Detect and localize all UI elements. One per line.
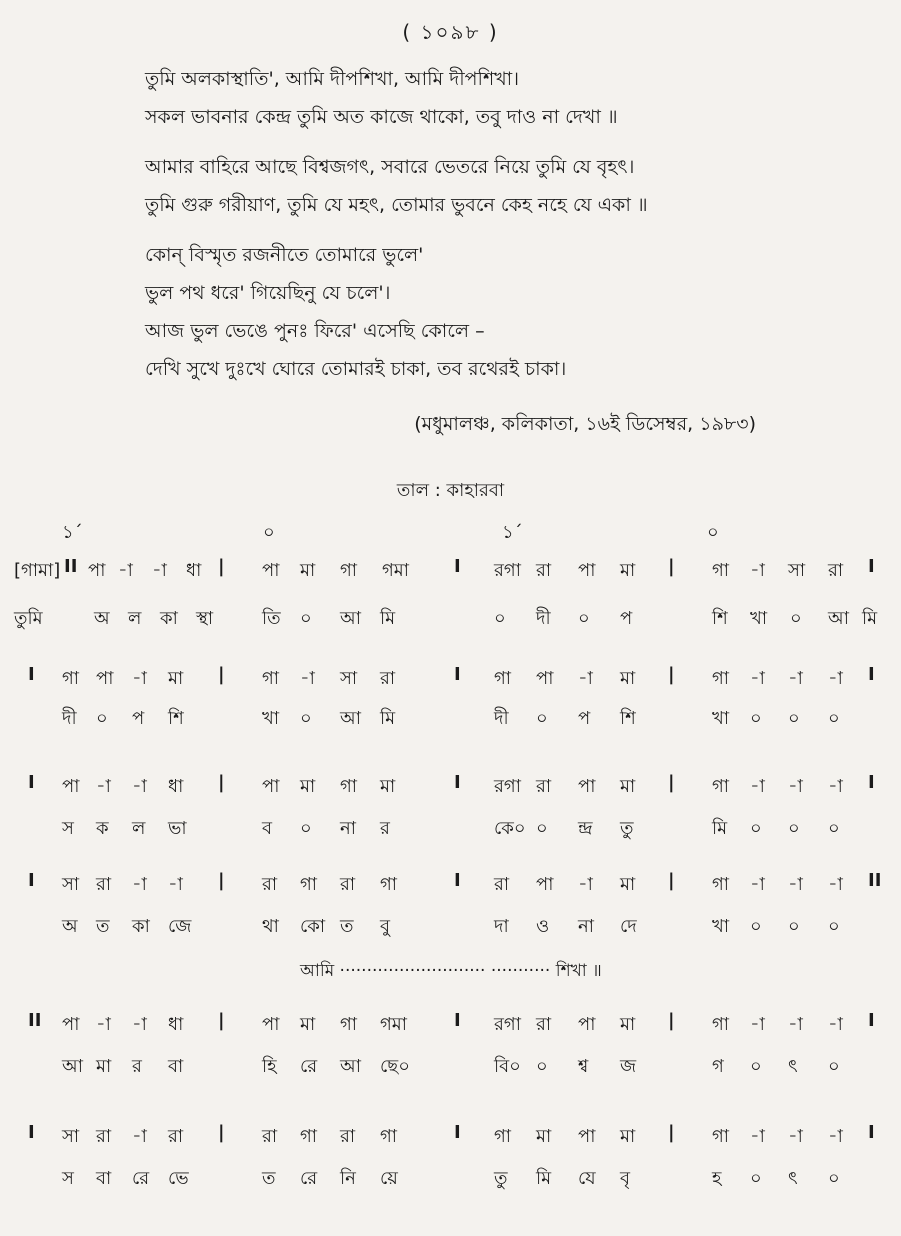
syllable-row (0, 604, 901, 634)
swara-note: ধা (168, 776, 184, 797)
lyric-syllable: কা (160, 608, 178, 629)
lyric-syllable: নি (340, 1168, 356, 1189)
lyric-syllable: ক (96, 818, 109, 839)
lyric-syllable: ল (128, 608, 142, 629)
swara-note: গা (494, 1126, 512, 1147)
swara-note: -া (750, 560, 765, 581)
lyric-syllable: মা (96, 1056, 112, 1077)
bar-line: I (868, 1010, 875, 1031)
syllable-row (0, 912, 901, 942)
bar-line: | (668, 1122, 675, 1143)
lyric-syllable: য়ে (380, 1168, 398, 1189)
swara-note: [গামা] (14, 560, 61, 581)
lyric-syllable: শি (168, 708, 184, 729)
bar-line: I (868, 772, 875, 793)
lyric-syllable: আ (62, 1056, 83, 1077)
lyric-syllable: ০ (536, 708, 548, 729)
lyric-syllable: ০ (750, 1056, 762, 1077)
lyric-syllable: ০ (494, 608, 506, 629)
lyric-syllable: ন্দ্র (578, 818, 593, 839)
lyric-syllable: মি (380, 708, 396, 729)
bar-line: | (218, 772, 225, 793)
lyric-syllable: ল (132, 818, 146, 839)
swara-note: সা (62, 874, 80, 895)
swara-note: রগা (494, 1014, 521, 1035)
swara-note: গা (340, 1014, 358, 1035)
swara-note: রা (262, 1126, 278, 1147)
swara-note: -া (788, 874, 803, 895)
lyric-syllable: অ (94, 608, 110, 629)
lyric-syllable: বু (380, 916, 391, 937)
bar-line: II (868, 870, 882, 891)
lyric-syllable: ০ (750, 708, 762, 729)
bar-line: I (28, 772, 35, 793)
swara-note: রা (494, 874, 510, 895)
swara-note: -া (578, 874, 593, 895)
bar-line: I (454, 772, 461, 793)
lyric-line: আমার বাহিরে আছে বিশ্বজগৎ, সবারে ভেতরে নিয়ে তুমি যে বৃহৎ। (145, 156, 635, 178)
swara-note: -া (828, 1126, 843, 1147)
lyric-syllable: দা (494, 916, 509, 937)
swara-note: -া (828, 776, 843, 797)
bar-line: | (218, 1122, 225, 1143)
bar-line: I (28, 664, 35, 685)
lyric-syllable: আ (828, 608, 849, 629)
lyric-syllable: শি (712, 608, 728, 629)
swara-note: মা (620, 776, 636, 797)
lyric-syllable: জে (168, 916, 192, 937)
lyric-syllable: ০ (750, 916, 762, 937)
lyric-syllable: ০ (790, 608, 802, 629)
syllable-row (0, 1164, 901, 1194)
lyric-syllable: ও (536, 916, 550, 937)
swara-note: -া (750, 776, 765, 797)
syllable-row (0, 814, 901, 844)
lyric-syllable: ০ (300, 708, 312, 729)
lyric-syllable: না (340, 818, 356, 839)
swara-note: পা (536, 874, 554, 895)
lyric-syllable: ০ (828, 916, 840, 937)
repeat-dots: ··························· ··········· (339, 961, 551, 981)
lyric-syllable: কে০ (494, 818, 526, 839)
bar-line: II (28, 1010, 42, 1031)
lyric-syllable: প (578, 708, 591, 729)
lyric-syllable: রে (300, 1056, 318, 1077)
swara-note: -া (118, 560, 133, 581)
lyric-syllable: থা (262, 916, 279, 937)
syllable-row (0, 704, 901, 734)
lyric-syllable: আ (340, 708, 361, 729)
swara-note: -া (750, 1126, 765, 1147)
syllable-row (0, 1052, 901, 1082)
lyric-syllable: রে (300, 1168, 318, 1189)
swara-note: রগা (494, 776, 521, 797)
swara-note: গা (62, 668, 80, 689)
lyric-syllable: যে (578, 1168, 596, 1189)
lyric-syllable: ০ (828, 1168, 840, 1189)
swara-note: পা (578, 1126, 596, 1147)
lyric-syllable: ০ (788, 916, 800, 937)
swara-note: রা (536, 560, 552, 581)
swara-note: পা (578, 560, 596, 581)
bar-line: | (668, 772, 675, 793)
bar-line: I (868, 556, 875, 577)
swara-note: রা (536, 1014, 552, 1035)
swara-note: ধা (186, 560, 202, 581)
lyric-syllable: খা (712, 708, 730, 729)
lyric-syllable: খা (262, 708, 280, 729)
lyric-syllable: বা (168, 1056, 184, 1077)
lyric-syllable: শি (620, 708, 636, 729)
lyric-syllable: না (578, 916, 594, 937)
swara-note: রা (262, 874, 278, 895)
swara-note: মা (300, 560, 316, 581)
swara-note: গা (340, 560, 358, 581)
swara-note: -া (578, 668, 593, 689)
lyric-syllable: ত (96, 916, 110, 937)
swara-note: মা (620, 668, 636, 689)
swara-note: গমা (382, 560, 410, 581)
swara-note: -া (788, 1126, 803, 1147)
bar-line: I (28, 870, 35, 891)
lyric-line: ভুল পথ ধরে' গিয়েছিনু যে চলে'। (145, 282, 391, 304)
swara-note: মা (620, 560, 636, 581)
lyric-syllable: স (62, 818, 74, 839)
swara-note: পা (88, 560, 106, 581)
lyric-syllable: ০ (828, 708, 840, 729)
swara-note: রা (340, 1126, 356, 1147)
lyric-syllable: শ্ব (578, 1056, 589, 1077)
beat-mark: ১´ (502, 522, 523, 543)
swara-note: গা (712, 874, 730, 895)
bar-line: I (28, 1122, 35, 1143)
swara-note: রা (340, 874, 356, 895)
swara-note: গা (494, 668, 512, 689)
swara-note: পা (262, 560, 280, 581)
lyric-syllable: ০ (300, 818, 312, 839)
lyric-syllable: ৎ (788, 1056, 798, 1077)
swara-note: পা (578, 1014, 596, 1035)
swara-note: মা (620, 1126, 636, 1147)
swara-note: পা (62, 776, 80, 797)
swara-note: সা (788, 560, 806, 581)
lyric-line: কোন্ বিস্মৃত রজনীতে তোমারে ভুলে' (145, 244, 424, 266)
bar-line: | (668, 664, 675, 685)
lyric-syllable: স্থা (196, 608, 214, 629)
lyric-syllable: হি (262, 1056, 277, 1077)
lyric-syllable: ভে (168, 1168, 189, 1189)
lyric-syllable: ০ (536, 1056, 548, 1077)
swara-note: -া (132, 776, 147, 797)
lyric-line: তুমি অলকাস্থাতি', আমি দীপশিখা, আমি দীপশিখা। (145, 68, 519, 90)
lyric-syllable: জ (620, 1056, 637, 1077)
lyric-syllable: মি (712, 818, 728, 839)
swara-row (0, 1010, 901, 1040)
lyric-syllable: তু (494, 1168, 508, 1189)
swara-note: গা (380, 1126, 398, 1147)
lyric-syllable: খা (750, 608, 768, 629)
bar-line: I (868, 664, 875, 685)
swara-note: গা (712, 1014, 730, 1035)
swara-note: রা (536, 776, 552, 797)
swara-note: -া (152, 560, 167, 581)
bar-line: I (454, 1122, 461, 1143)
lyric-syllable: ০ (300, 608, 312, 629)
lyric-syllable: ০ (96, 708, 108, 729)
swara-note: সা (340, 668, 358, 689)
lyric-syllable: দী (62, 708, 77, 729)
swara-note: মা (620, 1014, 636, 1035)
bar-line: | (218, 1010, 225, 1031)
swara-note: গা (712, 560, 730, 581)
bar-line: | (218, 664, 225, 685)
beat-mark: ০ (263, 522, 275, 543)
lyric-syllable: প (620, 608, 633, 629)
bar-line: | (668, 556, 675, 577)
page-number: ( ১০৯৮ ) (402, 20, 499, 44)
swara-note: গা (712, 1126, 730, 1147)
swara-note: রগা (494, 560, 521, 581)
swara-note: -া (132, 874, 147, 895)
lyric-syllable: র (380, 818, 390, 839)
lyric-syllable: হ (712, 1168, 722, 1189)
swara-note: রা (96, 1126, 112, 1147)
lyric-syllable: আ (340, 608, 361, 629)
swara-note: মা (300, 1014, 316, 1035)
lyric-syllable: গ (712, 1056, 724, 1077)
lyric-syllable: ০ (788, 708, 800, 729)
swara-note: মা (168, 668, 184, 689)
swara-note: রা (168, 1126, 184, 1147)
lyric-syllable: মি (380, 608, 396, 629)
lyric-line: আজ ভুল ভেঙে পুনঃ ফিরে' এসেছি কোলে – (145, 320, 485, 342)
swara-note: গা (300, 1126, 318, 1147)
swara-note: -া (132, 1126, 147, 1147)
lyric-syllable: কা (132, 916, 150, 937)
lyric-line: সকল ভাবনার কেন্দ্র তুমি অত কাজে থাকো, তবু দাও না দেখা ॥ (145, 106, 618, 128)
swara-note: -া (132, 668, 147, 689)
lyric-syllable: খা (712, 916, 730, 937)
swara-note: পা (536, 668, 554, 689)
swara-row (0, 556, 901, 586)
swara-row (0, 772, 901, 802)
swara-note: -া (750, 1014, 765, 1035)
lyric-syllable: র (132, 1056, 142, 1077)
lyric-syllable: বা (96, 1168, 112, 1189)
swara-note: -া (96, 776, 111, 797)
swara-note: পা (262, 1014, 280, 1035)
swara-row (0, 870, 901, 900)
lyric-line: তুমি গুরু গরীয়াণ, তুমি যে মহৎ, তোমার ভুবনে কেহ নহে যে একা ॥ (145, 194, 648, 216)
swara-note: মা (380, 776, 396, 797)
swara-note: পা (578, 776, 596, 797)
lyric-syllable: ৎ (788, 1168, 798, 1189)
lyric-syllable: ০ (750, 818, 762, 839)
bar-line: I (454, 1010, 461, 1031)
attribution: (মধুমালঞ্চ, কলিকাতা, ১৬ই ডিসেম্বর, ১৯৮৩) (414, 413, 756, 435)
swara-row (0, 1122, 901, 1152)
swara-note: গা (262, 668, 280, 689)
swara-note: পা (62, 1014, 80, 1035)
swara-note: গা (712, 668, 730, 689)
tala-label: তাল : কাহারবা (396, 480, 505, 501)
swara-note: গা (380, 874, 398, 895)
swara-note: -া (828, 874, 843, 895)
lyric-syllable: ০ (828, 818, 840, 839)
swara-note: গমা (380, 1014, 408, 1035)
swara-note: রা (828, 560, 844, 581)
bar-line: | (668, 870, 675, 891)
swara-note: -া (750, 668, 765, 689)
swara-note: গা (300, 874, 318, 895)
repeat-end: শিখা ॥ (555, 961, 602, 981)
beat-mark: ০ (707, 522, 719, 543)
swara-note: -া (828, 668, 843, 689)
lyric-syllable: ত (262, 1168, 276, 1189)
swara-note: -া (750, 874, 765, 895)
swara-note: -া (132, 1014, 147, 1035)
swara-note: -া (300, 668, 315, 689)
lyric-syllable: দী (494, 708, 509, 729)
swara-note: -া (788, 776, 803, 797)
swara-note: পা (96, 668, 114, 689)
swara-note: -া (168, 874, 183, 895)
bar-line: | (218, 556, 225, 577)
swara-note: -া (828, 1014, 843, 1035)
lyric-syllable: ০ (536, 818, 548, 839)
bar-line: I (454, 556, 461, 577)
lyric-syllable: স (62, 1168, 74, 1189)
bar-line: II (64, 556, 78, 577)
swara-note: মা (536, 1126, 552, 1147)
lyric-syllable: ০ (788, 818, 800, 839)
swara-note: পা (262, 776, 280, 797)
bar-line: | (218, 870, 225, 891)
swara-note: গা (340, 776, 358, 797)
lyric-syllable: মি (862, 608, 878, 629)
swara-note: রা (380, 668, 396, 689)
bar-line: I (868, 1122, 875, 1143)
bar-line: I (454, 870, 461, 891)
lyric-syllable: দী (536, 608, 551, 629)
lyric-syllable: তি (262, 608, 281, 629)
lyric-syllable: বি০ (494, 1056, 521, 1077)
lyric-syllable: রে (132, 1168, 150, 1189)
lyric-syllable: কো (300, 916, 326, 937)
swara-note: সা (62, 1126, 80, 1147)
swara-note: -া (96, 1014, 111, 1035)
lyric-syllable: ০ (828, 1056, 840, 1077)
lyric-syllable: ত (340, 916, 354, 937)
lyric-syllable: দে (620, 916, 637, 937)
swara-note: -া (788, 668, 803, 689)
bar-line: I (454, 664, 461, 685)
lyric-syllable: আ (340, 1056, 361, 1077)
lyric-syllable: মি (536, 1168, 552, 1189)
swara-row (0, 664, 901, 694)
swara-note: ধা (168, 1014, 184, 1035)
repeat-start: আমি (300, 961, 335, 981)
lyric-syllable: ছে০ (380, 1056, 410, 1077)
lyric-line: দেখি সুখে দুঃখে ঘোরে তোমারই চাকা, তব রথেরই চাকা। (145, 358, 567, 380)
lyric-syllable: তু (620, 818, 634, 839)
lyric-syllable: অ (62, 916, 78, 937)
lyric-syllable: ০ (578, 608, 590, 629)
bar-line: | (668, 1010, 675, 1031)
swara-note: গা (712, 776, 730, 797)
lyric-syllable: বৃ (620, 1168, 631, 1189)
swara-note: মা (300, 776, 316, 797)
lyric-syllable: ভা (168, 818, 187, 839)
beat-mark: ১´ (62, 522, 83, 543)
lyric-syllable: ব (262, 818, 273, 839)
lyric-syllable: প (132, 708, 145, 729)
lyric-syllable: তুমি (14, 608, 43, 629)
lyric-syllable: ০ (750, 1168, 762, 1189)
swara-note: -া (788, 1014, 803, 1035)
swara-note: মা (620, 874, 636, 895)
swara-note: রা (96, 874, 112, 895)
